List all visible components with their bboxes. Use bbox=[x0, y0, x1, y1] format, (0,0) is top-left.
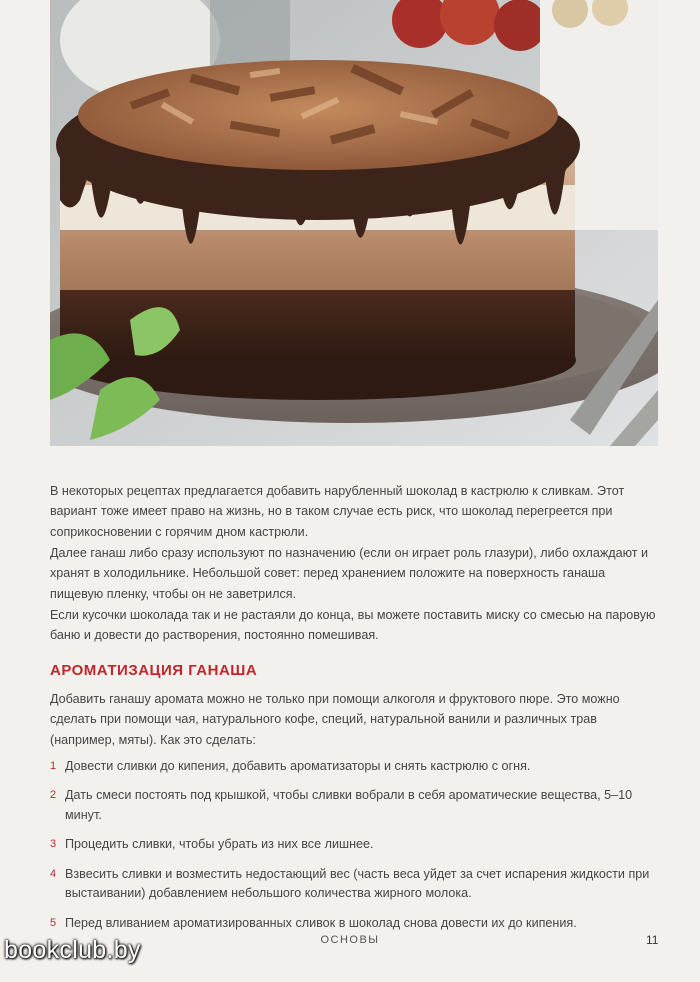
step-number: 3 bbox=[50, 838, 57, 851]
step-text: Взвесить сливки и возместить недостающий вес (часть веса уйдет за счет испарения жидкости при выстаивании) добавлением небольшого количества жирного молока. bbox=[65, 866, 650, 901]
step-number: 2 bbox=[50, 789, 57, 802]
step-text: Перед вливанием ароматизированных сливок в шоколад снова довести их до кипения. bbox=[65, 915, 577, 930]
steps-list bbox=[50, 757, 660, 943]
watermark: bookclub.by bbox=[4, 936, 141, 964]
step-item bbox=[50, 835, 660, 855]
paragraph-storage-advice bbox=[50, 543, 660, 604]
step-item bbox=[50, 757, 660, 777]
step-number: 5 bbox=[50, 916, 57, 929]
paragraph-chocolate-in-pan bbox=[50, 481, 660, 542]
step-number: 4 bbox=[50, 867, 57, 880]
step-item bbox=[50, 865, 660, 905]
paragraph-text: В некоторых рецептах предлагается добавить нарубленный шоколад в кастрюлю к сливкам. Этот вариант тоже имеет право на жизнь, но в таком случае есть риск, что шоколад перегреется при соприкосновении с горячим дном кастрюли. bbox=[50, 484, 625, 539]
page-number: 11 bbox=[646, 933, 659, 947]
step-item bbox=[50, 914, 660, 934]
paragraph-text: Добавить ганашу аромата можно не только при помощи алкоголя и фруктового пюре. Это можно сделать при помощи чая, натурального кофе, специй, натуральной ванили и различных трав (например, мяты). Как это сделать: bbox=[50, 692, 620, 747]
step-text: Дать смеси постоять под крышкой, чтобы сливки вобрали в себя ароматические вещества, 5–10 минут. bbox=[65, 788, 633, 823]
step-item bbox=[50, 786, 660, 826]
step-text: Процедить сливки, чтобы убрать из них все лишнее. bbox=[65, 837, 374, 852]
cake-photo bbox=[50, 0, 658, 446]
section-intro bbox=[50, 689, 660, 750]
step-number: 1 bbox=[50, 760, 57, 772]
paragraph-text: Если кусочки шоколада так и не растаяли до конца, вы можете поставить миску со смесью на паровую баню и довести до растворения, постоянно помешивая. bbox=[50, 608, 656, 643]
footer-section-title: ОСНОВЫ bbox=[320, 934, 380, 946]
step-text: Довести сливки до кипения, добавить ароматизаторы и снять кастрюлю с огня. bbox=[65, 759, 531, 773]
paragraph-water-bath bbox=[50, 605, 660, 646]
section-heading: АРОМАТИЗАЦИЯ ГАНАША bbox=[50, 662, 258, 679]
paragraph-text: Далее ганаш либо сразу используют по назначению (если он играет роль глазури), либо охлаждают и хранят в холодильнике. Небольшой совет: перед хранением положите на поверхность ганаша пищевую пленку, чтобы он не заветрился. bbox=[50, 546, 649, 601]
